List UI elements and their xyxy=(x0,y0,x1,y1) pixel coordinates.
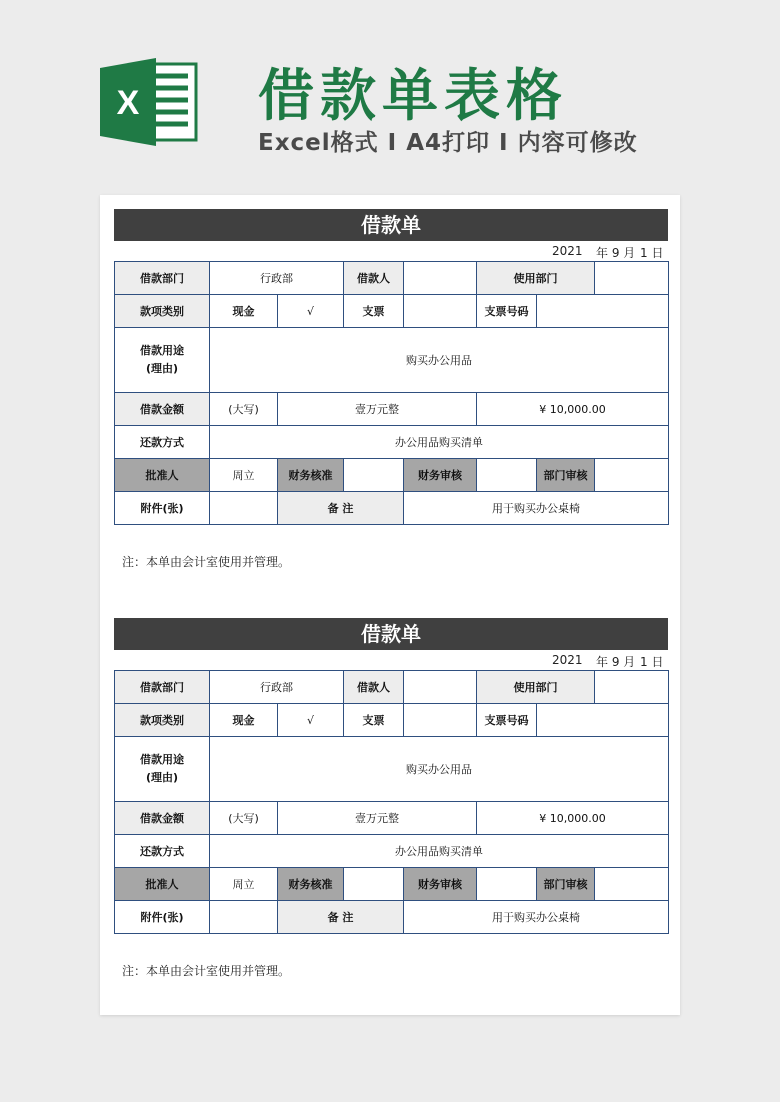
amount-label: 借款金额 xyxy=(115,393,210,426)
date-month: 年 9 月 xyxy=(596,655,636,669)
check-no-value[interactable] xyxy=(537,295,669,328)
repay-value[interactable]: 办公用品购买清单 xyxy=(210,835,669,868)
approver-label: 批准人 xyxy=(115,459,210,492)
finance-approve-value[interactable] xyxy=(344,459,404,492)
type-label: 款项类别 xyxy=(115,704,210,737)
amount-upper-value[interactable]: 壹万元整 xyxy=(278,393,477,426)
finance-audit-label: 财务审核 xyxy=(404,868,477,901)
finance-audit-value[interactable] xyxy=(477,868,537,901)
check-no-label: 支票号码 xyxy=(477,704,537,737)
approver-value[interactable]: 周立 xyxy=(210,459,278,492)
remark-label: 备 注 xyxy=(278,492,404,525)
type-label: 款项类别 xyxy=(115,295,210,328)
table-row xyxy=(115,704,669,737)
amount-number[interactable]: ¥ 10,000.00 xyxy=(477,802,669,835)
form-heading: 借款单 xyxy=(114,618,668,650)
date-row xyxy=(114,241,668,261)
loan-table xyxy=(114,261,669,525)
logo-letter: X xyxy=(116,84,140,122)
remark-value[interactable]: 用于购买办公桌椅 xyxy=(404,901,669,934)
finance-approve-label: 财务核准 xyxy=(278,868,344,901)
borrower-value[interactable] xyxy=(404,262,477,295)
table-row xyxy=(115,426,669,459)
check-value[interactable] xyxy=(404,704,477,737)
purpose-label: 借款用途 (理由) xyxy=(115,328,210,393)
remark-label: 备 注 xyxy=(278,901,404,934)
loan-table xyxy=(114,670,669,934)
remark-value[interactable]: 用于购买办公桌椅 xyxy=(404,492,669,525)
table-row xyxy=(115,262,669,295)
cash-check[interactable]: √ xyxy=(278,704,344,737)
use-dept-label: 使用部门 xyxy=(477,671,595,704)
form-note: 注：本单由会计室使用并管理。 xyxy=(122,964,291,978)
table-row xyxy=(115,802,669,835)
dept-label: 借款部门 xyxy=(115,262,210,295)
banner xyxy=(0,0,780,195)
dept-audit-label: 部门审核 xyxy=(537,868,595,901)
purpose-value[interactable]: 购买办公用品 xyxy=(210,737,669,802)
check-label: 支票 xyxy=(344,704,404,737)
table-row xyxy=(115,868,669,901)
attach-label: 附件(张) xyxy=(115,901,210,934)
finance-audit-label: 财务审核 xyxy=(404,459,477,492)
check-label: 支票 xyxy=(344,295,404,328)
amount-upper-label: (大写) xyxy=(210,393,278,426)
excel-logo-icon xyxy=(100,58,200,146)
table-row xyxy=(115,492,669,525)
table-row xyxy=(115,393,669,426)
date-year: 2021 xyxy=(552,244,583,258)
date-day: 1 日 xyxy=(640,655,664,669)
attach-value[interactable] xyxy=(210,901,278,934)
sheet xyxy=(100,195,680,1015)
cash-check[interactable]: √ xyxy=(278,295,344,328)
table-row xyxy=(115,835,669,868)
form-note: 注：本单由会计室使用并管理。 xyxy=(122,555,291,569)
attach-value[interactable] xyxy=(210,492,278,525)
finance-approve-label: 财务核准 xyxy=(278,459,344,492)
date-row xyxy=(114,650,668,670)
borrower-label: 借款人 xyxy=(344,671,404,704)
repay-value[interactable]: 办公用品购买清单 xyxy=(210,426,669,459)
check-value[interactable] xyxy=(404,295,477,328)
use-dept-value[interactable] xyxy=(595,671,669,704)
cash-label: 现金 xyxy=(210,295,278,328)
form-heading: 借款单 xyxy=(114,209,668,241)
table-row xyxy=(115,295,669,328)
dept-value[interactable]: 行政部 xyxy=(210,671,344,704)
repay-label: 还款方式 xyxy=(115,835,210,868)
page-subtitle: Excel格式 I A4打印 I 内容可修改 xyxy=(258,130,638,156)
check-no-label: 支票号码 xyxy=(477,295,537,328)
date-year: 2021 xyxy=(552,653,583,667)
loan-form xyxy=(114,618,668,979)
table-row xyxy=(115,737,669,802)
cash-label: 现金 xyxy=(210,704,278,737)
table-row xyxy=(115,671,669,704)
amount-upper-label: (大写) xyxy=(210,802,278,835)
finance-audit-value[interactable] xyxy=(477,459,537,492)
dept-audit-value[interactable] xyxy=(595,459,669,492)
purpose-value[interactable]: 购买办公用品 xyxy=(210,328,669,393)
table-row xyxy=(115,901,669,934)
approver-label: 批准人 xyxy=(115,868,210,901)
use-dept-label: 使用部门 xyxy=(477,262,595,295)
date-month: 年 9 月 xyxy=(596,246,636,260)
amount-upper-value[interactable]: 壹万元整 xyxy=(278,802,477,835)
date-day: 1 日 xyxy=(640,246,664,260)
page-title: 借款单表格 xyxy=(258,64,568,129)
finance-approve-value[interactable] xyxy=(344,868,404,901)
repay-label: 还款方式 xyxy=(115,426,210,459)
use-dept-value[interactable] xyxy=(595,262,669,295)
purpose-label: 借款用途 (理由) xyxy=(115,737,210,802)
approver-value[interactable]: 周立 xyxy=(210,868,278,901)
attach-label: 附件(张) xyxy=(115,492,210,525)
dept-label: 借款部门 xyxy=(115,671,210,704)
table-row xyxy=(115,459,669,492)
borrower-label: 借款人 xyxy=(344,262,404,295)
amount-number[interactable]: ¥ 10,000.00 xyxy=(477,393,669,426)
dept-value[interactable]: 行政部 xyxy=(210,262,344,295)
check-no-value[interactable] xyxy=(537,704,669,737)
dept-audit-value[interactable] xyxy=(595,868,669,901)
table-row xyxy=(115,328,669,393)
loan-form xyxy=(114,209,668,570)
dept-audit-label: 部门审核 xyxy=(537,459,595,492)
amount-label: 借款金额 xyxy=(115,802,210,835)
borrower-value[interactable] xyxy=(404,671,477,704)
